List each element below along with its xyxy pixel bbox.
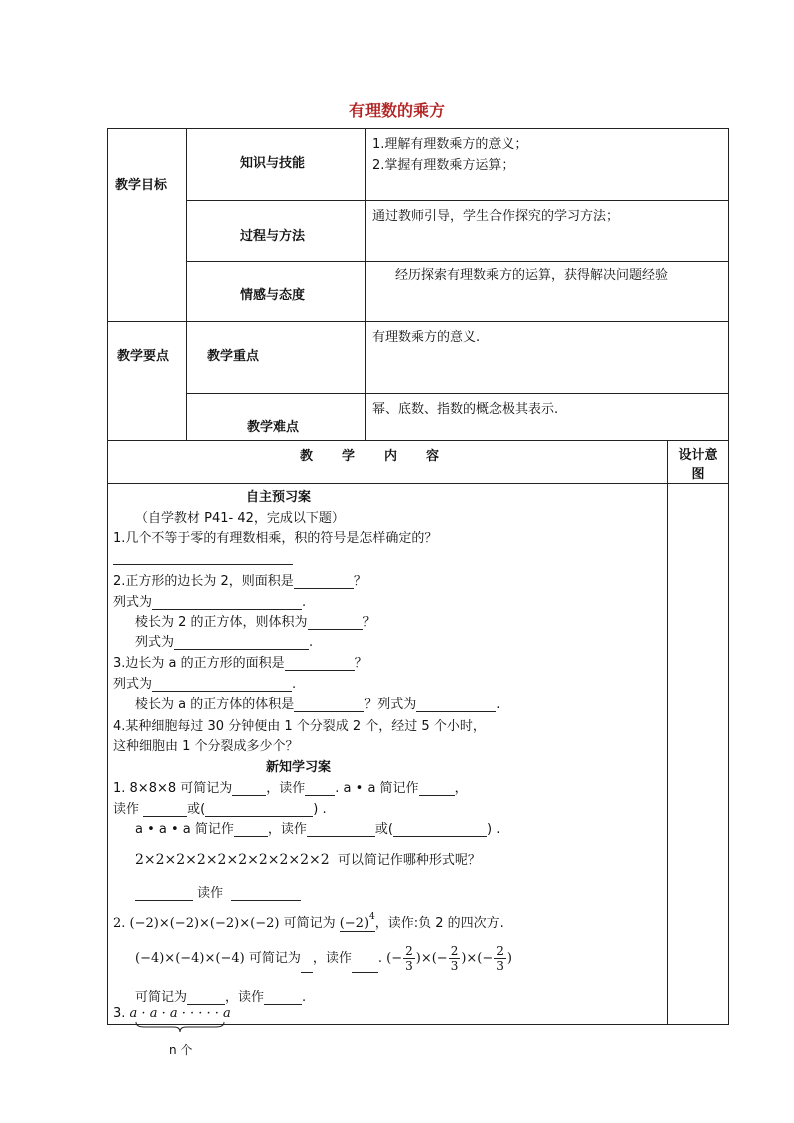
objective-process-line: 通过教师引导，学生合作探究的学习方法； [372,209,620,224]
preview-q3a: 3.边长为 a 的正方形的面积是 ？ [113,656,368,671]
preview-heading: 自主预习案 [246,490,312,505]
keypoints-label: 教学要点 [117,349,170,364]
newknow-line-9: 3. a · a · a · · · · · a [113,1006,231,1021]
preview-q2c: 棱长为 2 的正方体，则体积为 ？ [135,615,376,630]
underbrace-icon [134,1020,226,1034]
newknow-line-2: 读作 或( ) . [113,802,327,817]
underbrace-label: n 个 [169,1043,193,1057]
preview-q1: 1.几个不等于零的有理数相乘，积的符号是怎样确定的？ [113,531,438,546]
answer-blank [113,550,293,565]
newknow-line-6: 2. (−2)×(−2)×(−2)×(−2) 可简记为 $(-2)^4$，读作:负 2 的四次方. [113,912,504,931]
fraction: $\frac{2}{3}$ [496,944,504,973]
objectives-label: 教学目标 [115,178,168,193]
design-intent-header-1: 设计意 [678,448,718,463]
keypoint-focus-line: 有理数乘方的意义. [372,330,481,345]
preview-q4b: 这种细胞由 1 个分裂成多少个？ [113,739,299,754]
preview-q2a: 2.正方形的边长为 2，则面积是 ？ [113,574,367,589]
preview-q3b: 列式为 . [113,677,297,692]
preview-q2d: 列式为 . [135,635,314,650]
newknow-line-4: 2×2×2×2×2×2×2×2×2×2 可以简记作哪种形式呢？ [135,852,481,868]
content-header: 教 学 内 容 [300,449,441,464]
fraction: $\frac{2}{3}$ [450,944,459,973]
design-intent-header-2: 图 [691,467,705,482]
newknow-line-5: 读作 [135,882,301,901]
fraction: $\frac{2}{3}$ [405,944,413,973]
keypoint-difficulty-line: 幂、底数、指数的概念极其表示. [372,402,559,417]
newknow-line-3: a • a • a 简记作 ，读作 或( ) . [135,822,501,837]
objective-knowledge-label: 知识与技能 [240,156,306,171]
newknow-line-8: 可简记为 ，读作 . [135,990,307,1005]
preview-q3c: 棱长为 a 的正方体的体积是 ？列式为 . [135,697,501,712]
preview-note: （自学教材 P41- 42，完成以下题） [135,511,345,526]
newknow-heading: 新知学习案 [266,760,332,775]
keypoint-difficulty-label: 教学难点 [247,420,300,435]
objective-knowledge-line-1: 1.理解有理数乘方的意义； [372,137,528,152]
newknow-line-1: 1. 8×8×8 可简记为 ，读作 . a • a 简记作 ， [113,781,468,796]
page-title: 有理数的乘方 [348,101,445,120]
objective-attitude-label: 情感与态度 [240,288,306,303]
objective-attitude-line: 经历探索有理数乘方的运算，获得解决问题经验 [395,268,669,283]
keypoint-focus-label: 教学重点 [207,349,260,364]
preview-q2b: 列式为 . [113,595,307,610]
objective-process-label: 过程与方法 [240,229,306,244]
objective-knowledge-line-2: 2.掌握有理数乘方运算； [372,158,515,173]
preview-q4a: 4.某种细胞每过 30 分钟便由 1 个分裂成 2 个，经过 5 个小时， [113,719,486,734]
newknow-line-7: (−4)×(−4)×(−4) 可简记为 ，读作 . (− $\frac{2}{3}$ )×(− $\frac{2}{3}$ )×(− $\frac{2}{3}$ ) [135,944,512,973]
